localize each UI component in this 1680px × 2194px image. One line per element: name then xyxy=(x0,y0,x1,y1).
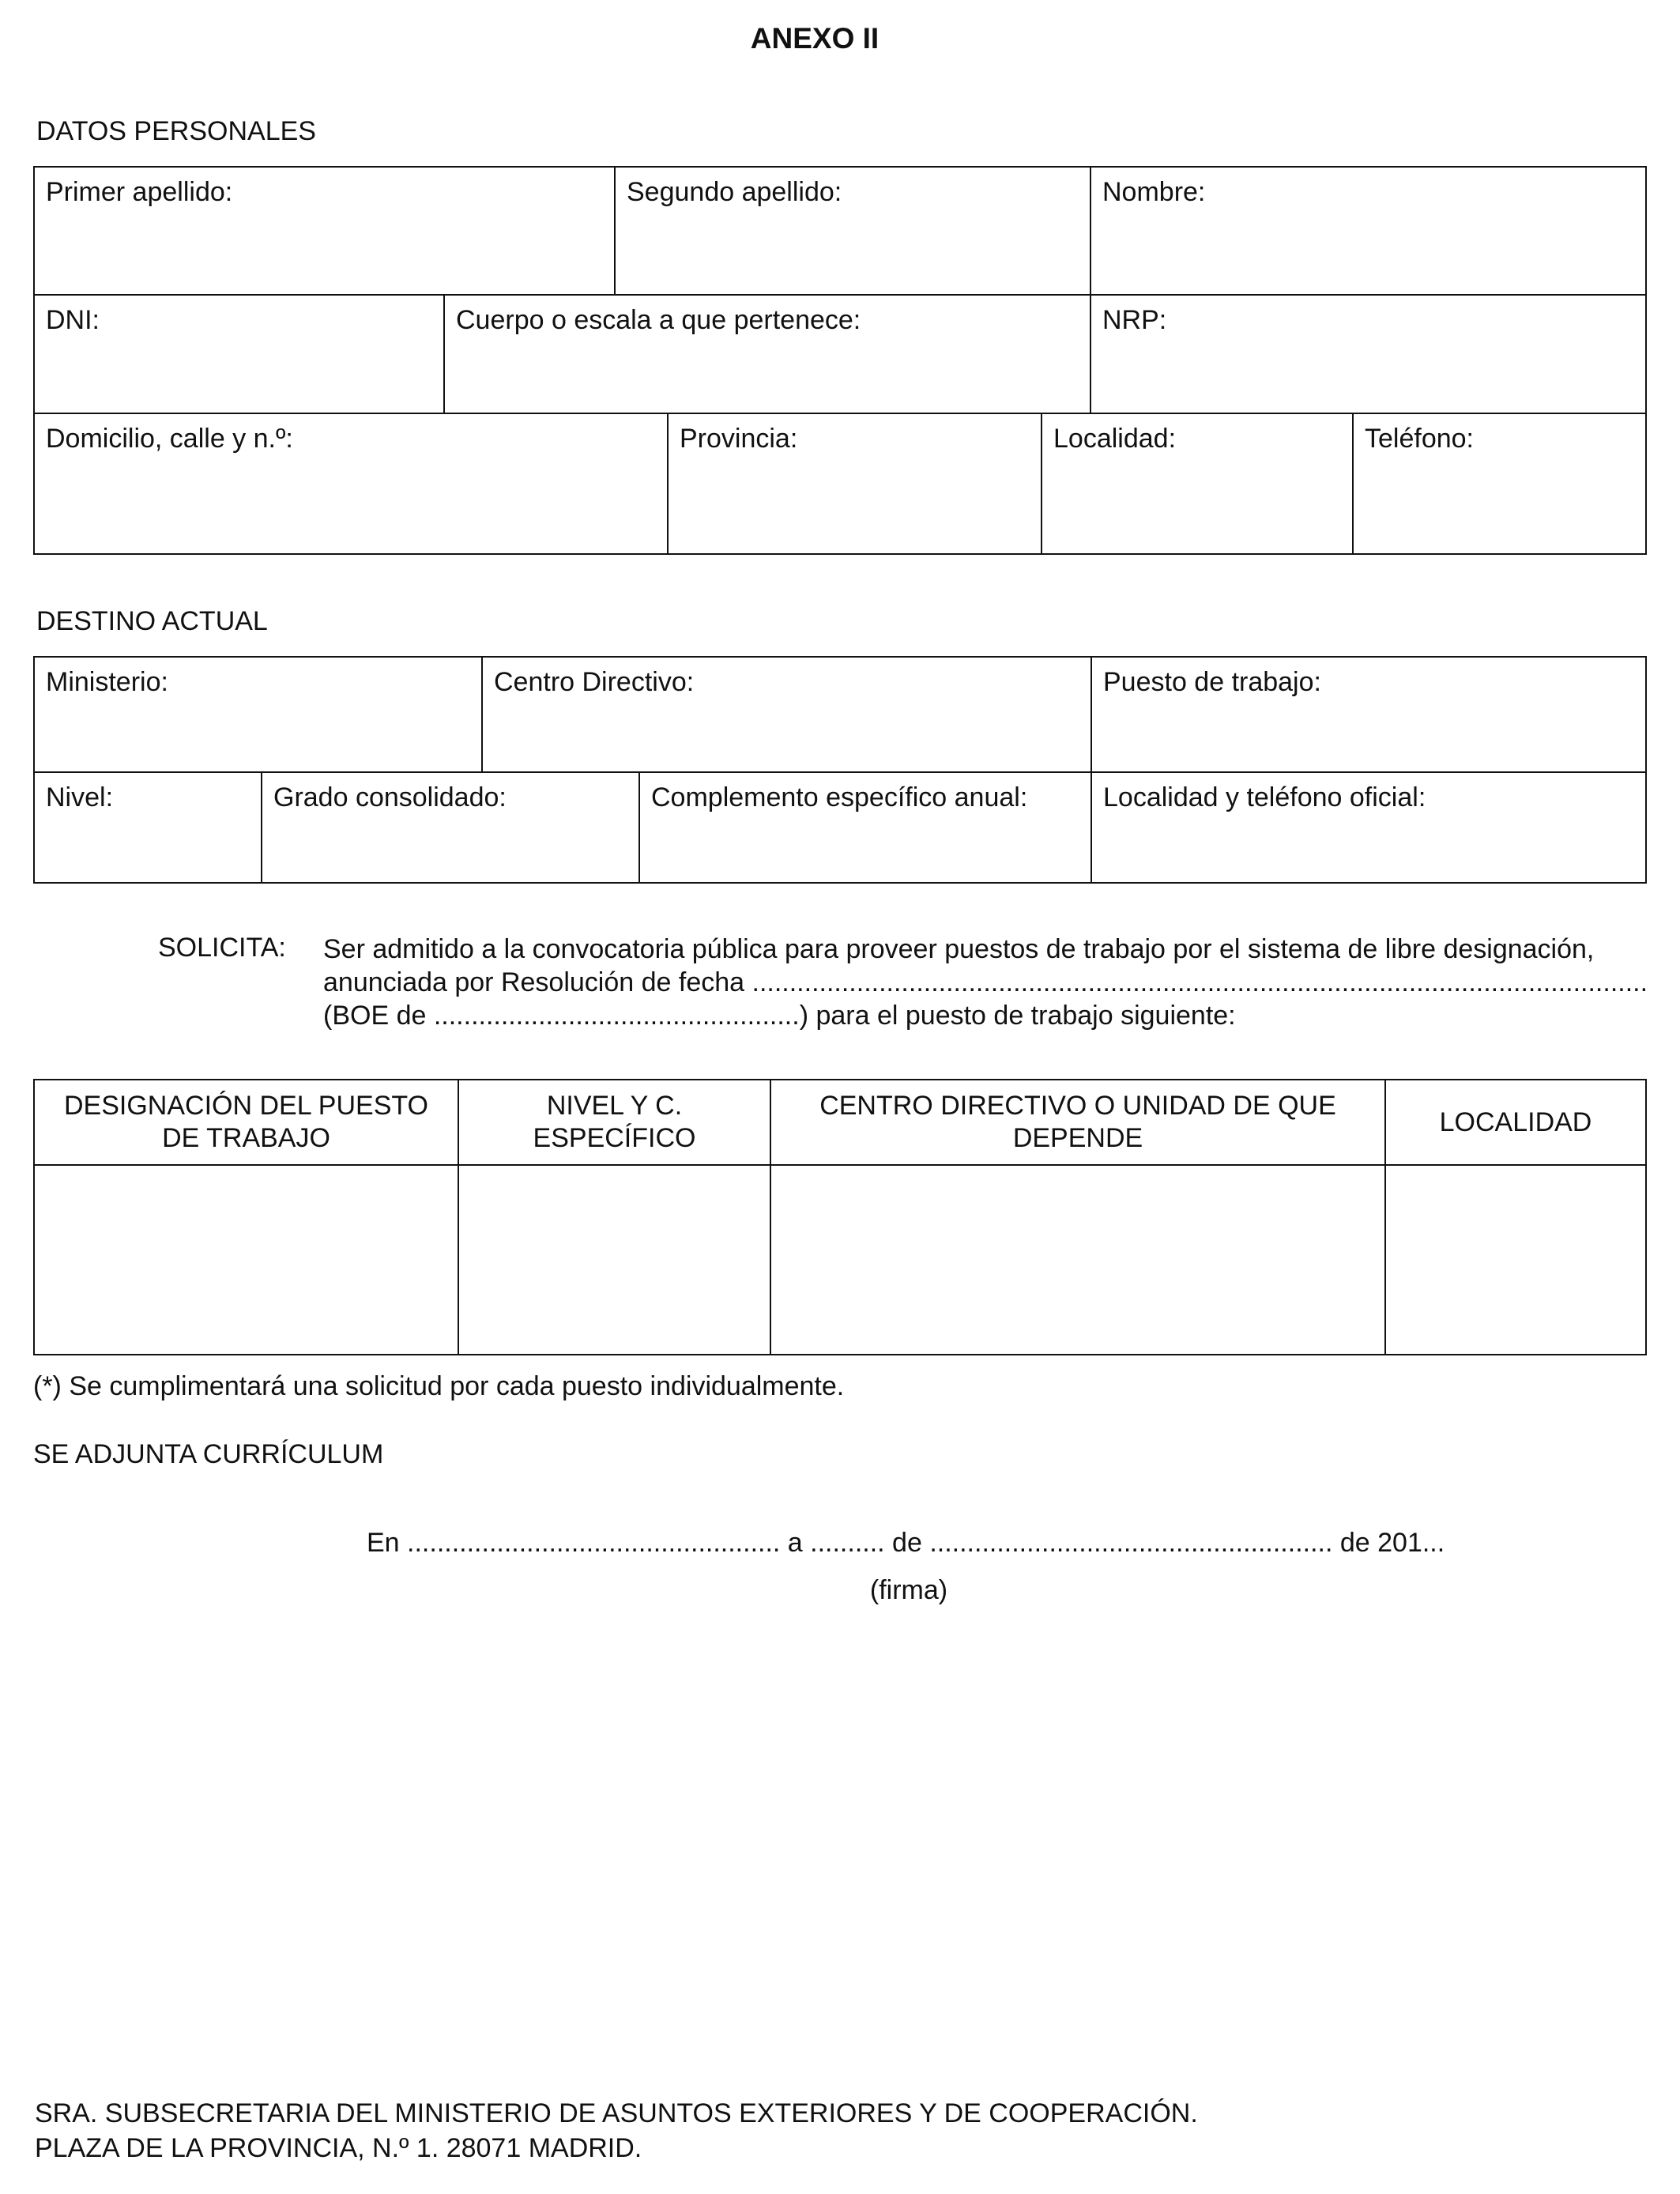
nivel-especifico-input-cell[interactable] xyxy=(458,1166,770,1355)
primer-apellido-field[interactable] xyxy=(35,168,614,294)
dni-label: DNI: xyxy=(46,305,100,335)
localidad-label: Localidad: xyxy=(1053,424,1177,454)
puesto-trabajo-field[interactable] xyxy=(1090,658,1645,771)
telefono-label: Teléfono: xyxy=(1365,424,1474,454)
addressee-line-1: SRA. SUBSECRETARIA DEL MINISTERIO DE ASUNTOS EXTERIORES Y DE COOPERACIÓN. xyxy=(35,2098,1198,2128)
document-title: ANEXO II xyxy=(750,22,880,55)
date-place-line[interactable]: En .................................................. a .......... de ...................................................... de 201... xyxy=(367,1528,1445,1558)
centro-directivo-field[interactable] xyxy=(481,658,1090,771)
puesto-table-body-row xyxy=(35,1164,1645,1355)
complemento-especifico-label: Complemento específico anual: xyxy=(651,782,1028,812)
datos-personales-row-1 xyxy=(35,168,1645,294)
solicita-line-2 xyxy=(323,966,1647,999)
destino-actual-table xyxy=(33,656,1647,884)
datos-personales-row-3 xyxy=(35,413,1645,555)
curriculum-statement: SE ADJUNTA CURRÍCULUM xyxy=(33,1439,384,1469)
solicita-line-1: Ser admitido a la convocatoria pública para proveer puestos de trabajo por el sistema de libre designación, xyxy=(323,934,1595,964)
header-localidad: LOCALIDAD xyxy=(1384,1080,1645,1164)
datos-personales-row-2 xyxy=(35,294,1645,414)
provincia-label: Provincia: xyxy=(680,424,798,454)
header-nivel-especifico: NIVEL Y C. ESPECÍFICO xyxy=(458,1080,770,1164)
destino-actual-row-2 xyxy=(35,771,1645,884)
provincia-field[interactable] xyxy=(667,414,1041,555)
datos-personales-table xyxy=(33,166,1647,555)
header-designacion: DESIGNACIÓN DEL PUESTO DE TRABAJO xyxy=(64,1091,428,1153)
header-centro-directivo: CENTRO DIRECTIVO O UNIDAD DE QUE DEPENDE xyxy=(770,1080,1384,1164)
nrp-label: NRP: xyxy=(1102,305,1167,335)
footnote: (*) Se cumplimentará una solicitud por cada puesto individualmente. xyxy=(33,1371,845,1401)
puesto-table-header-row xyxy=(35,1080,1645,1164)
designacion-input-cell[interactable] xyxy=(35,1166,458,1355)
nrp-field[interactable] xyxy=(1090,296,1645,414)
segundo-apellido-field[interactable] xyxy=(614,168,1090,294)
primer-apellido-label: Primer apellido: xyxy=(46,177,233,207)
centro-directivo-input-cell[interactable] xyxy=(770,1166,1384,1355)
grado-consolidado-field[interactable] xyxy=(261,773,638,884)
localidad-field[interactable] xyxy=(1041,414,1352,555)
ministerio-field[interactable] xyxy=(35,658,481,771)
solicita-line-2-prefix: anunciada por Resolución de fecha xyxy=(323,967,745,997)
nivel-label: Nivel: xyxy=(46,782,114,812)
puesto-solicitado-table xyxy=(33,1079,1647,1355)
cuerpo-escala-field[interactable] xyxy=(443,296,1090,414)
puesto-trabajo-label: Puesto de trabajo: xyxy=(1103,667,1321,697)
domicilio-label: Domicilio, calle y n.º: xyxy=(46,424,293,454)
solicita-text xyxy=(323,933,1647,1032)
section-heading-datos-personales: DATOS PERSONALES xyxy=(36,116,316,146)
fecha-resolucion-dots[interactable] xyxy=(752,966,1648,999)
addressee-line-2: PLAZA DE LA PROVINCIA, N.º 1. 28071 MADRID. xyxy=(35,2133,642,2163)
nivel-field[interactable] xyxy=(35,773,261,884)
section-heading-destino-actual: DESTINO ACTUAL xyxy=(36,606,268,636)
ministerio-label: Ministerio: xyxy=(46,667,168,697)
nombre-label: Nombre: xyxy=(1102,177,1206,207)
complemento-especifico-field[interactable] xyxy=(638,773,1090,884)
telefono-field[interactable] xyxy=(1352,414,1645,555)
localidad-telefono-field[interactable] xyxy=(1090,773,1645,884)
domicilio-field[interactable] xyxy=(35,414,667,555)
localidad-telefono-label: Localidad y teléfono oficial: xyxy=(1103,782,1426,812)
addressee-block xyxy=(35,2096,1198,2166)
destino-actual-row-1 xyxy=(35,658,1645,771)
firma-label: (firma) xyxy=(869,1575,948,1605)
nombre-field[interactable] xyxy=(1090,168,1645,294)
dni-field[interactable] xyxy=(35,296,443,414)
grado-consolidado-label: Grado consolidado: xyxy=(273,782,507,812)
solicita-line-3: (BOE de .................................................) para el puesto de trabajo siguiente: xyxy=(323,1001,1236,1031)
segundo-apellido-label: Segundo apellido: xyxy=(627,177,842,207)
centro-directivo-label: Centro Directivo: xyxy=(494,667,695,697)
localidad-input-cell[interactable] xyxy=(1384,1166,1645,1355)
cuerpo-escala-label: Cuerpo o escala a que pertenece: xyxy=(456,305,861,335)
solicita-label: SOLICITA: xyxy=(158,933,286,963)
